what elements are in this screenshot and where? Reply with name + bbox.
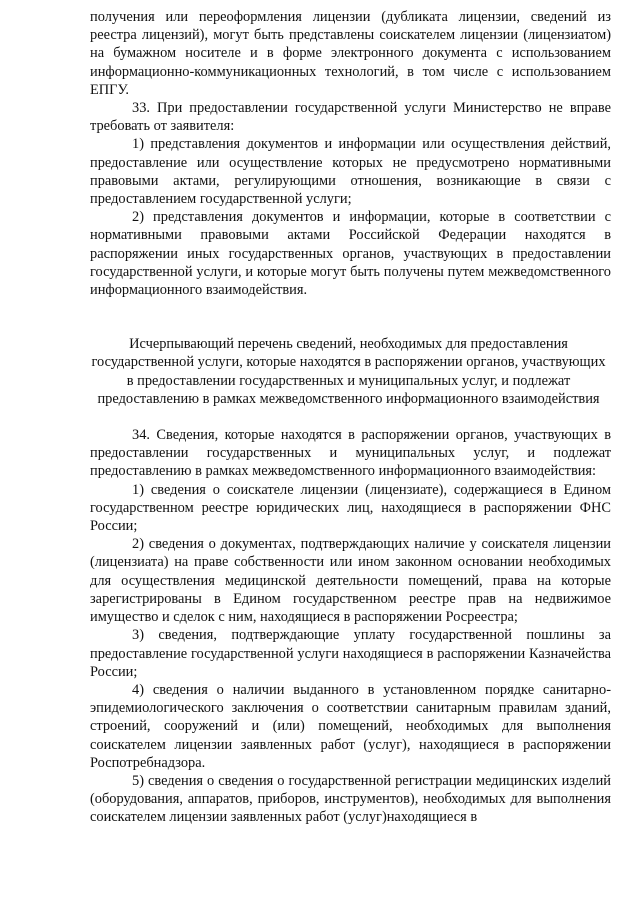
paragraph-intro: получения или переоформления лицензии (дубликата лицензии, сведений из реестра лицензий), могут быть представлены соискателем лицензии (лицензиатом) на бумажном носителе и в форме электронного документа с использованием информационно-коммуникационных технологий, в том числе с использованием ЕПГУ. (90, 9, 611, 98)
paragraph-33: 33. При предоставлении государственной услуги Министерство не вправе требовать от заявителя: (90, 100, 611, 135)
spacer (90, 299, 611, 335)
section-heading: Исчерпывающий перечень сведений, необходимых для предоставления государственной услуги, которые находятся в распоряжении органов, участвующих в предоставлении государственных и муниципальных услуг, и подлежат предоставлению в рамках межведомственного информационного взаимодействия (91, 336, 606, 407)
paragraph-34-item-2: 2) сведения о документах, подтверждающих наличие у соискателя лицензии (лицензиата) на праве собственности или ином законном основании необходимых для осуществления медицинской деятельности помещений, права на которые зарегистрированы в Едином государственном реестре прав на недвижимое имущество и сделок с ним, находящиеся в распоряжении Росреестра; (90, 536, 611, 626)
paragraph-34-item-1: 1) сведения о соискателе лицензии (лицензиате), содержащиеся в Едином государственном реестре юридических лиц, находящиеся в распоряжении ФНС России; (90, 481, 611, 535)
paragraph-34-item-4: 4) сведения о наличии выданного в установленном порядке санитарно-эпидемиологического заключения о соответствии санитарным правилам зданий, строений, сооружений и (или) помещений, необходимых для выполнения соискателем лицензии заявленных работ (услуг), находящиеся в распоряжении Роспотребнадзора. (90, 681, 611, 771)
paragraph-34-item-3: 3) сведения, подтверждающие уплату государственной пошлины за предоставление государственной услуги находящиеся в распоряжении Казначейства России; (90, 627, 611, 680)
paragraph-33-item-1: 1) представления документов и информации или осуществления действий, предоставление или осуществление которых не предусмотрено нормативными правовыми актами, регулирующими отношения, возникающие в связи с предоставлением государственной услуги; (90, 136, 611, 208)
paragraph-34-item-5: 5) сведения о сведения о государственной регистрации медицинских изделий (оборудования, аппаратов, приборов, инструментов), необходимых для выполнения соискателем лицензии заявленных работ (услуг)находящиеся в (90, 772, 611, 826)
paragraph-33-item-2: 2) представления документов и информации, которые в соответствии с нормативными правовыми актами Российской Федерации находятся в распоряжении иных государственных органов, участвующих в предоставлении государственной услуги, и которые могут быть получены путем межведомственного информационного взаимодействия. (90, 209, 611, 299)
spacer (90, 408, 611, 426)
paragraph-34: 34. Сведения, которые находятся в распоряжении органов, участвующих в предоставлении государственных и муниципальных услуг, и подлежат предоставлению в рамках межведомственного информационного взаимодействия: (90, 427, 611, 480)
